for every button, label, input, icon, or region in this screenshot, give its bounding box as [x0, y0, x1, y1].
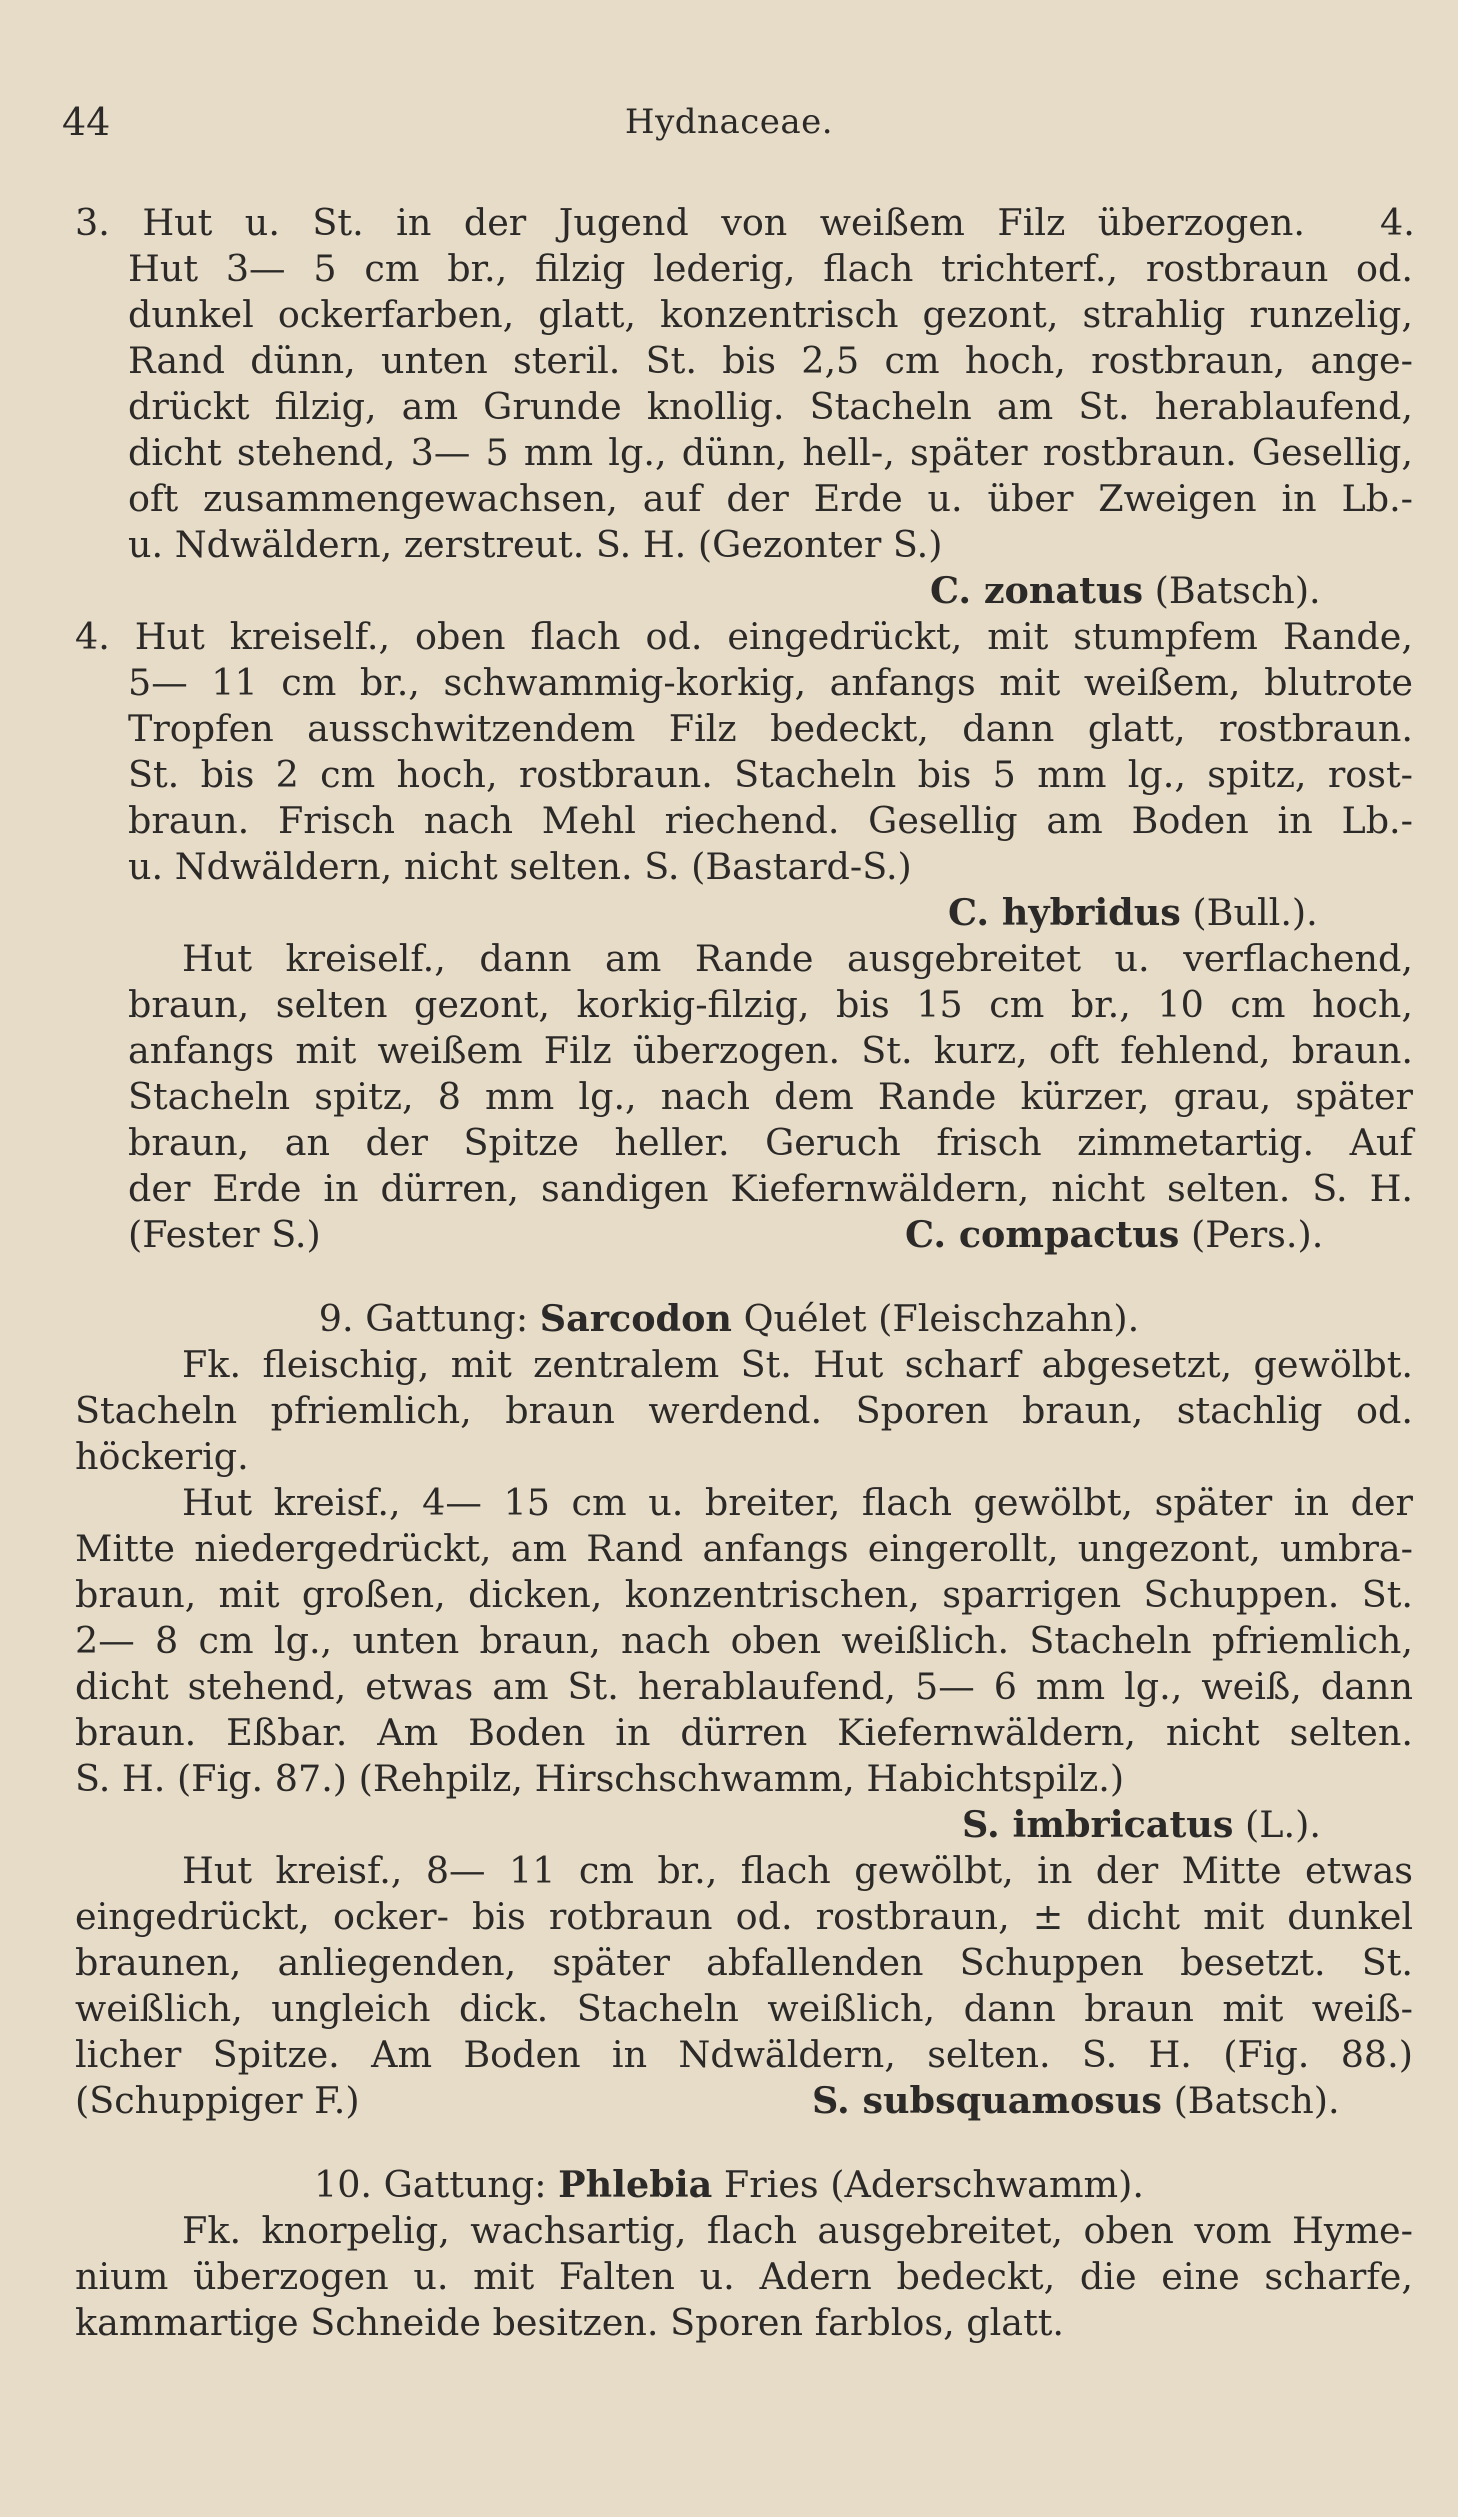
text-line: nium überzogen u. mit Falten u. Adern bedeckt, die eine scharfe, [75, 2255, 1413, 2298]
genus-heading [0, 1296, 1458, 1342]
genus-author: Fries (Aderschwamm). [712, 2163, 1145, 2206]
text-line: braun, selten gezont, korkig-filzig, bis 15 cm br., 10 cm hoch, [128, 983, 1413, 1026]
species-author: (Bull.). [1192, 891, 1318, 934]
page-header [0, 96, 1458, 148]
genus-name: Phlebia [558, 2163, 713, 2206]
species-author: (Pers.). [1190, 1213, 1324, 1256]
text-line: drückt filzig, am Grunde knollig. Stacheln am St. herablaufend, [128, 385, 1413, 428]
text-line: licher Spitze. Am Boden in Ndwäldern, selten. S. H. (Fig. 88.) [75, 2033, 1413, 2076]
page-number: 44 [62, 100, 111, 144]
species-name: C. compactus [905, 1213, 1180, 1256]
species-name: C. zonatus [930, 569, 1144, 612]
key-line: 3. Hut u. St. in der Jugend von weißem Filz überzogen. [75, 201, 1305, 244]
text-line: u. Ndwäldern, nicht selten. S. (Bastard-S.) [128, 845, 912, 888]
text-line: 2— 8 cm lg., unten braun, nach oben weißlich. Stacheln pfriemlich, [75, 1619, 1413, 1662]
genus-author: Quélet (Fleischzahn). [731, 1297, 1140, 1340]
key-line: 4. Hut kreiself., oben flach od. eingedrückt, mit stumpfem Rande, [75, 615, 1413, 658]
species-name-line [930, 568, 1321, 614]
text-line: weißlich, ungleich dick. Stacheln weißlich, dann braun mit weiß- [75, 1987, 1413, 2030]
species-author: (Batsch). [1154, 569, 1321, 612]
text-line: dunkel ockerfarben, glatt, konzentrisch gezont, strahlig runzelig, [128, 293, 1413, 336]
species-name-line [812, 2078, 1340, 2124]
genus-name: Sarcodon [539, 1297, 732, 1340]
text-line: Hut 3— 5 cm br., filzig lederig, flach trichterf., rostbraun od. [128, 247, 1413, 290]
key-reference: 4. [1380, 201, 1415, 244]
text-line: u. Ndwäldern, zerstreut. S. H. (Gezonter S.) [128, 523, 943, 566]
text-line: der Erde in dürren, sandigen Kiefernwäldern, nicht selten. S. H. [128, 1167, 1413, 1210]
text-line: (Fester S.) [128, 1213, 321, 1256]
species-name: C. hybridus [948, 891, 1181, 934]
text-line: S. H. (Fig. 87.) (Rehpilz, Hirschschwamm, Habichtspilz.) [75, 1757, 1125, 1800]
text-line: dicht stehend, etwas am St. herablaufend, 5— 6 mm lg., weiß, dann [75, 1665, 1413, 1708]
species-author: (Batsch). [1173, 2079, 1340, 2122]
text-line: St. bis 2 cm hoch, rostbraun. Stacheln bis 5 mm lg., spitz, rost- [128, 753, 1413, 796]
species-name-line [962, 1802, 1321, 1848]
text-line: Hut kreiself., dann am Rande ausgebreitet u. verflachend, [182, 937, 1413, 980]
text-line: kammartige Schneide besitzen. Sporen farblos, glatt. [75, 2301, 1065, 2344]
text-line: braun, mit großen, dicken, konzentrischen, sparrigen Schuppen. St. [75, 1573, 1413, 1616]
text-line: Hut kreisf., 4— 15 cm u. breiter, flach gewölbt, später in der [182, 1481, 1413, 1524]
text-line: braun. Frisch nach Mehl riechend. Gesellig am Boden in Lb.- [128, 799, 1413, 842]
species-name-line [948, 890, 1318, 936]
text-line: dicht stehend, 3— 5 mm lg., dünn, hell-, später rostbraun. Gesellig, [128, 431, 1413, 474]
running-title: Hydnaceae. [624, 102, 834, 142]
genus-heading [0, 2162, 1458, 2208]
text-line: Fk. knorpelig, wachsartig, flach ausgebreitet, oben vom Hyme- [182, 2209, 1413, 2252]
species-name: S. subsquamosus [812, 2079, 1162, 2122]
text-line: Stacheln pfriemlich, braun werdend. Sporen braun, stachlig od. [75, 1389, 1413, 1432]
genus-number: 10. Gattung: [313, 2163, 559, 2206]
text-line: anfangs mit weißem Filz überzogen. St. kurz, oft fehlend, braun. [128, 1029, 1413, 1072]
species-author: (L.). [1245, 1803, 1321, 1846]
text-line: braun, an der Spitze heller. Geruch frisch zimmetartig. Auf [128, 1121, 1413, 1164]
text-line: (Schuppiger F.) [75, 2079, 360, 2122]
text-line: Mitte niedergedrückt, am Rand anfangs eingerollt, ungezont, umbra- [75, 1527, 1413, 1570]
text-line: braun. Eßbar. Am Boden in dürren Kiefernwäldern, nicht selten. [75, 1711, 1413, 1754]
species-name-line [905, 1212, 1323, 1258]
text-line: höckerig. [75, 1435, 249, 1478]
text-line: Hut kreisf., 8— 11 cm br., flach gewölbt, in der Mitte etwas [182, 1849, 1413, 1892]
text-line: oft zusammengewachsen, auf der Erde u. über Zweigen in Lb.- [128, 477, 1413, 520]
text-line: braunen, anliegenden, später abfallenden Schuppen besetzt. St. [75, 1941, 1413, 1984]
text-line: Tropfen ausschwitzendem Filz bedeckt, dann glatt, rostbraun. [128, 707, 1413, 750]
text-line: Stacheln spitz, 8 mm lg., nach dem Rande kürzer, grau, später [128, 1075, 1413, 1118]
text-line: eingedrückt, ocker- bis rotbraun od. rostbraun, ± dicht mit dunkel [75, 1895, 1413, 1938]
text-line: 5— 11 cm br., schwammig-korkig, anfangs mit weißem, blutrote [128, 661, 1413, 704]
text-line: Rand dünn, unten steril. St. bis 2,5 cm hoch, rostbraun, ange- [128, 339, 1413, 382]
genus-number: 9. Gattung: [318, 1297, 540, 1340]
text-line: Fk. fleischig, mit zentralem St. Hut scharf abgesetzt, gewölbt. [182, 1343, 1413, 1386]
species-name: S. imbricatus [962, 1803, 1234, 1846]
